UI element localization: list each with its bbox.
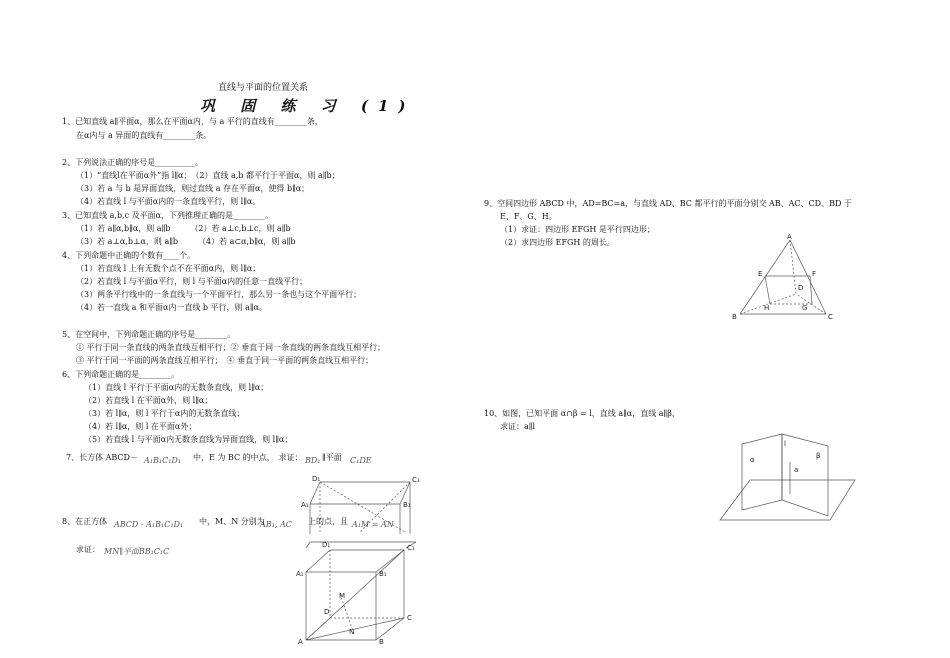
planes-label-beta: β bbox=[816, 452, 821, 460]
q8-prove-formula: MN∥平面BB₁C₁C bbox=[104, 547, 170, 556]
cube-label-n: N bbox=[349, 628, 355, 636]
q6-line-4: （3）若 l∥α，则 l 平行于α内的无数条直线； bbox=[84, 409, 245, 418]
cube-label-c: C bbox=[407, 614, 412, 622]
q5-line-2: ① 平行于同一条直线的两条直线互相平行；② 垂直于同一条直线的两条直线互相平行； bbox=[76, 343, 386, 352]
q9-line-2: E、F、G、H。 bbox=[500, 212, 557, 221]
cube-label-m: M bbox=[339, 592, 346, 600]
tetra-label-d: D bbox=[798, 284, 804, 292]
page-subtitle: 直线与平面的位置关系 bbox=[218, 83, 309, 93]
q4-line-3: （2）若直线 l 与平面α平行，则 l 与平面α内的任意一直线平行； bbox=[76, 277, 308, 286]
q6-line-3: （2）若直线 l 在平面α外，则 l∥α； bbox=[84, 396, 213, 405]
box-figure bbox=[300, 474, 430, 534]
tetra-label-e: E bbox=[758, 270, 763, 278]
q3-line-3: （3）若 a⊥α,b⊥α，则 a∥b （4）若 a⊂α,b∥α，则 a∥b bbox=[76, 237, 296, 246]
q1-line-2: 在α内与 a 异面的直线有________条。 bbox=[76, 131, 212, 140]
page-title: 巩 固 练 习 (1) bbox=[200, 97, 416, 115]
q10-line-2: 求证：a∥l bbox=[500, 422, 536, 431]
q5-line-3: ③ 平行于同一平面的两条直线互相平行； ④ 垂直于同一平面的两条直线互相平行； bbox=[76, 356, 374, 365]
tetra-label-a: A bbox=[787, 233, 792, 241]
q6-line-6: （5）若直线 l 与平面α内无数条直线为异面直线，则 l∥α； bbox=[84, 435, 293, 444]
q8-prove-label: 求证： bbox=[76, 545, 100, 554]
q2-line-4: （4）若直线 l 与平面α内的一条直线平行，则 l∥α。 bbox=[76, 197, 261, 206]
cube-label-a: A bbox=[298, 638, 303, 646]
q2-line-3: （3）若 a 与 b 是异面直线，则过直线 a 存在平面α，使得 b∥α； bbox=[76, 184, 310, 193]
q4-line-4: （3）两条平行线中的一条直线与一个平面平行，那么另一条也与这个平面平行； bbox=[76, 290, 362, 299]
tetra-label-h: H bbox=[764, 304, 770, 312]
tetra-label-b: B bbox=[732, 313, 737, 321]
q6-line-2: （1）直线 l 平行于平面α内的无数条直线，则 l∥α； bbox=[84, 383, 269, 392]
planes-label-a: a bbox=[794, 466, 799, 474]
box-label-a1: A₁ bbox=[301, 501, 309, 509]
q4-line-5: （4）若一直线 a 和平面α内一直线 b 平行，则 a∥α。 bbox=[76, 303, 267, 312]
q7-text-3: ∥平面 bbox=[322, 453, 342, 462]
q8-formula-3: A₁M = AN bbox=[352, 520, 394, 529]
q1-line-1: 1、已知直线 a∥平面α，那么在平面α内，与 a 平行的直线有________条， bbox=[62, 117, 323, 126]
q7-text-2: 中，E 为 BC 的中点， 求证： bbox=[193, 453, 303, 462]
q8-text-3: 上的点，且 bbox=[308, 517, 348, 526]
q10-line-1: 10、如图，已知平面 α∩β = l，直线 a∥α，直线 a∥β， bbox=[484, 409, 680, 418]
box-label-c1: C₁ bbox=[412, 476, 420, 484]
q3-line-1: 3、已知直线 a,b,c 及平面α，下列推理正确的是________。 bbox=[62, 211, 274, 220]
cube-label-b: B bbox=[379, 638, 384, 646]
planes-label-alpha: α bbox=[750, 456, 755, 464]
box-label-b1: B₁ bbox=[403, 501, 411, 509]
q7-text: 7、长方体 ABCD－ bbox=[66, 453, 138, 462]
q7-formula-1: A₁B₁C₁D₁ bbox=[144, 456, 182, 465]
q9-line-1: 9、空间四边形 ABCD 中，AD=BC=a，与直线 AD、BC 都平行的平面分别交 AB、AC、CD、BD 于 bbox=[484, 199, 852, 208]
cube-label-d: D bbox=[324, 608, 330, 616]
q9-line-3: （1）求证：四边形 EFGH 是平行四边形； bbox=[500, 225, 655, 234]
q7-formula-2: BD₁ bbox=[305, 456, 321, 465]
q5-line-1: 5、在空间中，下列命题正确的序号是________。 bbox=[62, 330, 236, 339]
tetrahedron-figure bbox=[732, 234, 842, 324]
q3-line-2: （1）若 a∥α,b∥α，则 a∥b （2）若 a⊥c,b⊥c，则 a∥b bbox=[76, 224, 291, 233]
cube-label-b1: B₁ bbox=[379, 570, 387, 578]
q6-line-1: 6、下列命题正确的是________。 bbox=[62, 370, 180, 379]
q8-text: 8、在正方体 bbox=[62, 517, 108, 526]
q9-line-4: （2）求四边形 EFGH 的周长。 bbox=[500, 238, 615, 247]
planes-label-l: l bbox=[784, 440, 786, 448]
q2-line-2: （1）“直线l在平面α外”指 l∥α； （2）直线 a,b 都平行于平面α，则 a∥b； bbox=[76, 171, 340, 180]
tetra-label-g: G bbox=[802, 304, 808, 312]
tetra-label-c: C bbox=[828, 313, 833, 321]
q4-line-1: 4、下列命题中正确的个数有____个。 bbox=[62, 251, 196, 260]
cube-label-c1: C₁ bbox=[407, 544, 415, 552]
q8-formula-1: ABCD - A₁B₁C₁D₁ bbox=[114, 520, 184, 529]
q8-formula-2: AB₁, AC bbox=[260, 520, 292, 529]
cube-label-d1: D₁ bbox=[322, 541, 331, 549]
cube-figure bbox=[292, 536, 432, 654]
tetra-label-f: F bbox=[812, 270, 817, 278]
box-label-d1: D₁ bbox=[312, 475, 321, 483]
q6-line-5: （4）若 l∥α，则 l 在平面α外； bbox=[84, 422, 197, 431]
q4-line-2: （1）若直线 l 上有无数个点不在平面α内，则 l∥α； bbox=[76, 264, 261, 273]
planes-figure bbox=[710, 432, 860, 522]
q2-line-1: 2、下列说法正确的序号是__________。 bbox=[62, 158, 204, 167]
cube-label-a1: A₁ bbox=[296, 570, 304, 578]
q8-text-2: 中，M、N 分别为 bbox=[199, 517, 265, 526]
q7-formula-3: C₁DE bbox=[350, 456, 372, 465]
